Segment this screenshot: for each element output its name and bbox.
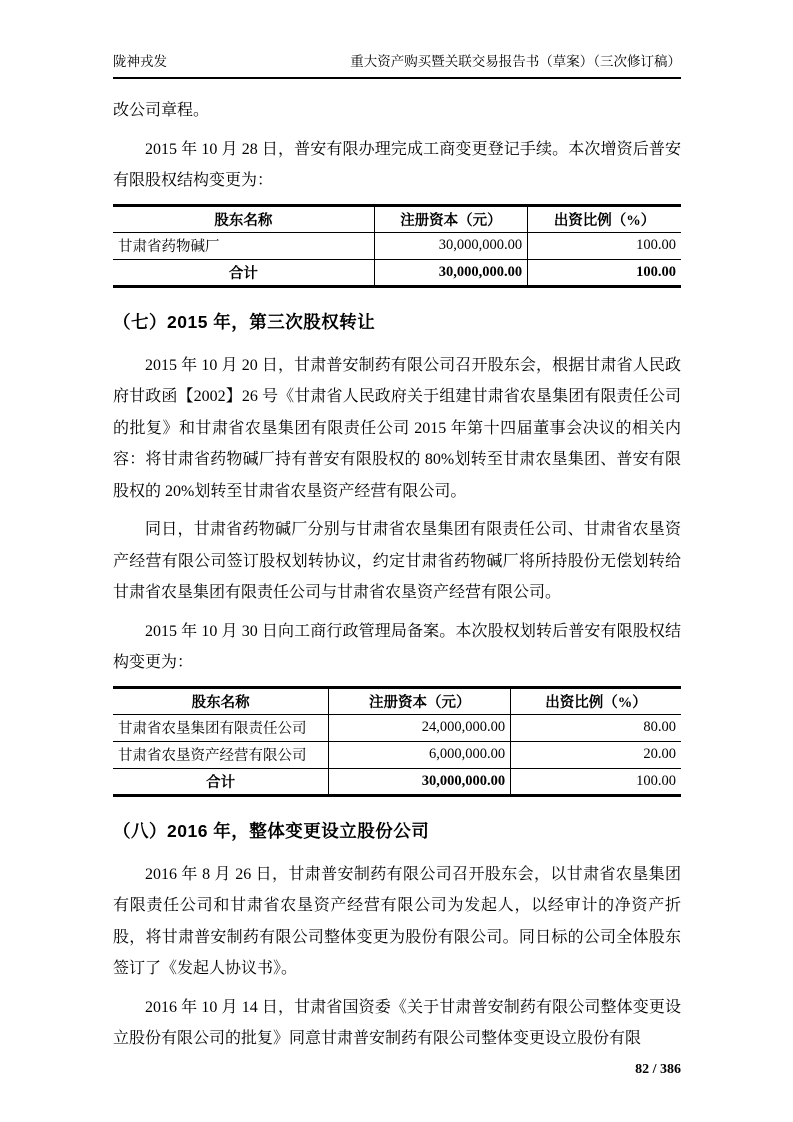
section-heading-8: （八）2016 年，整体变更设立股份公司 <box>113 820 430 841</box>
paragraph-transfer-agreement: 同日，甘肃省药物碱厂分别与甘肃省农垦集团有限责任公司、甘肃省农垦资产经营有限公司签订股权划转协议，约定甘肃省药物碱厂将所持股份无偿划转给甘肃省农垦集团有限责任公司与甘肃省农垦资产经营有限公司。 <box>113 521 681 601</box>
contribution-ratio-cell: 20.00 <box>511 741 681 768</box>
equity-structure-table-after-transfer <box>113 686 681 797</box>
shareholder-name-cell: 甘肃省药物碱厂 <box>113 232 374 259</box>
contribution-ratio-cell: 80.00 <box>511 714 681 741</box>
total-ratio-cell: 100.00 <box>511 768 681 795</box>
page-content <box>113 95 681 1078</box>
registered-capital-cell: 30,000,000.00 <box>374 232 527 259</box>
total-ratio-cell: 100.00 <box>528 259 681 286</box>
paragraph-intro-continuation: 改公司章程。 <box>113 102 210 119</box>
table-header-registered-capital: 注册资本（元） <box>374 205 527 232</box>
shareholder-name-cell: 甘肃省农垦集团有限责任公司 <box>113 714 329 741</box>
table-header-shareholder: 股东名称 <box>113 205 374 232</box>
table-header-shareholder: 股东名称 <box>113 687 329 714</box>
table-total-row <box>113 768 681 795</box>
table-header-row <box>113 687 681 714</box>
table-header-contribution-ratio: 出资比例（%） <box>511 687 681 714</box>
page-footer <box>113 1062 681 1078</box>
total-capital-cell: 30,000,000.00 <box>329 768 511 795</box>
header-company-short-name: 陇神戎发 <box>113 54 167 69</box>
table-row <box>113 741 681 768</box>
contribution-ratio-cell: 100.00 <box>528 232 681 259</box>
equity-structure-table-after-increase <box>113 204 681 288</box>
header-report-title: 重大资产购买暨关联交易报告书（草案）（三次修订稿） <box>350 54 681 69</box>
table-total-row <box>113 259 681 286</box>
table-row <box>113 232 681 259</box>
paragraph-shareholder-meeting-2016: 2016 年 8 月 26 日，甘肃普安制药有限公司召开股东会，以甘肃省农垦集团有限责任公司和甘肃省农垦资产经营有限公司为发起人，以经审计的净资产折股，将甘肃普安制药有限公司整体变更为股份有限公司。同日标的公司全体股东签订了《发起人协议书》。 <box>113 865 681 977</box>
table-header-contribution-ratio: 出资比例（%） <box>528 205 681 232</box>
section-heading-7: （七）2015 年，第三次股权转让 <box>113 311 376 332</box>
table-header-registered-capital: 注册资本（元） <box>329 687 511 714</box>
total-label-cell: 合计 <box>113 259 374 286</box>
total-label-cell: 合计 <box>113 768 329 795</box>
page-number: 82 / 386 <box>635 1061 681 1077</box>
total-capital-cell: 30,000,000.00 <box>374 259 527 286</box>
table-row <box>113 714 681 741</box>
page-header <box>113 50 681 79</box>
table-header-row <box>113 205 681 232</box>
paragraph-filing-record: 2015 年 10 月 30 日向工商行政管理局备案。本次股权划转后普安有限股权结构变更为： <box>113 622 681 671</box>
shareholder-name-cell: 甘肃省农垦资产经营有限公司 <box>113 741 329 768</box>
paragraph-sasac-approval: 2016 年 10 月 14 日，甘肃省国资委《关于甘肃普安制药有限公司整体变更设立股份有限公司的批复》同意甘肃普安制药有限公司整体变更设立股份有限 <box>113 998 681 1047</box>
paragraph-registration-change: 2015 年 10 月 28 日，普安有限办理完成工商变更登记手续。本次增资后普安有限股权结构变更为： <box>113 140 681 189</box>
registered-capital-cell: 24,000,000.00 <box>329 714 511 741</box>
paragraph-shareholder-meeting-2015: 2015 年 10 月 20 日，甘肃普安制药有限公司召开股东会，根据甘肃省人民政府甘政函【2002】26 号《甘肃省人民政府关于组建甘肃省农垦集团有限责任公司的批复》和甘肃省农垦集团有限责任公司 2015 年第十四届董事会决议的相关内容：将甘肃省药物碱厂持有普安有限股权的 80%划转至甘肃农垦集团、普安有限股权的 20%划转至甘肃省农垦资产经营有限公司。 <box>113 356 681 500</box>
registered-capital-cell: 6,000,000.00 <box>329 741 511 768</box>
